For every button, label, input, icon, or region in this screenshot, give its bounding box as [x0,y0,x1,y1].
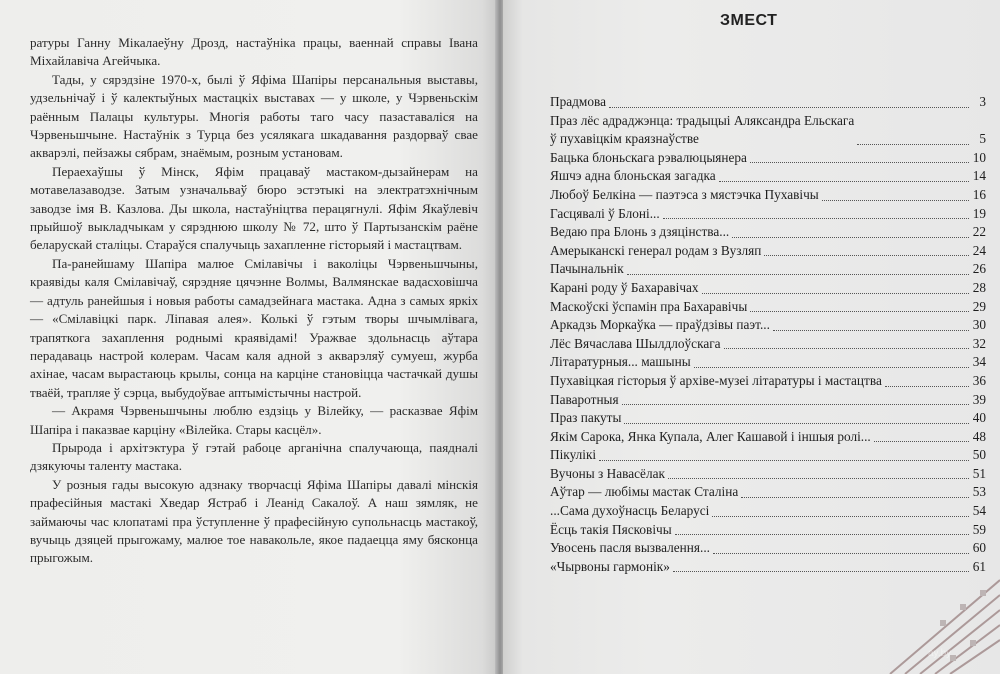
toc-entry [550,428,986,447]
toc-entry [550,242,986,261]
toc-entry-title: Вучоны з Навасёлак [550,465,665,481]
left-page [0,0,497,674]
toc-entry-title: Пачынальнік [550,261,624,277]
toc-entry [550,446,986,465]
toc-entry-title: Увосень пасля вызвалення... [550,540,710,556]
toc-leader-dots [719,181,969,182]
toc-entry [550,316,986,335]
toc-entry-title: Якім Сарока, Янка Купала, Алег Кашавой і іншыя ролі... [550,428,871,444]
toc-leader-dots [712,516,969,517]
toc-entry-title: Любоў Белкіна — паэтэса з мястэчка Пухавічы [550,186,819,202]
body-paragraph: Прырода і архітэктура ў гэтай рабоце арганічна спалучающа, паядналі дзякуючы таленту мастака. [30,439,478,474]
toc-page-number: 61 [972,558,986,574]
toc-leader-dots [822,200,969,201]
toc-page-number: 40 [972,410,986,426]
toc-entry-title: Ёсць такія Пясковічы [550,521,672,537]
toc-entry [550,93,986,112]
toc-page-number: 30 [972,317,986,333]
body-paragraph: Пераехаўшы ў Мінск, Яфім працаваў мастаком-дызайнерам на мотавелазаводзе. Затым узначальваў бюро эстэтыкі на электратэхнічным заводзе імя В. Казлова. Ды школа, настаўніцтва перацягнулі. Яфім Якаўлевіч прыйшоў выкладчыкам у сярэднюю школу № 72, што ў Партызанскім раёне беларускай сталіцы. Стараўся спалучыць захапленне гісторыяй і мастацтвам. [30,163,478,253]
toc-page-number: 29 [972,298,986,314]
toc-entry [550,298,986,317]
toc-entry-title: Праз пакуты [550,410,622,426]
toc-entry-title: Амерыканскі генерал родам з Вузляп [550,242,762,258]
toc-page-number: 22 [972,224,986,240]
toc-entry-title-block [550,112,854,149]
toc-leader-dots [622,404,969,405]
toc-page-number: 53 [972,484,986,500]
toc-entry-title: Маскоўскі ўспамін пра Бахаравічы [550,298,748,314]
toc-leader-dots [694,367,969,368]
toc-entry-title: Прадмова [550,94,606,109]
toc-title: ЗМЕСТ [720,12,778,29]
toc-entry-title: Аркадзь Моркаўка — праўдзівы паэт... [550,317,770,333]
toc-page-number: 32 [972,335,986,351]
toc-entry-title: Паваротныя [550,391,619,407]
toc-entry-title: Праз лёс адраджэнца: традыцыі Аляксандра Ельскага [550,112,855,128]
toc-leader-dots [663,218,969,219]
toc-page-number: 34 [972,354,986,370]
toc-leader-dots [885,386,969,387]
toc-entry [550,372,986,391]
toc-entry-title: Карані роду ў Бахаравічах [550,279,699,295]
toc-entry [550,186,986,205]
body-paragraph: Тады, у сярэдзіне 1970-х, былі ў Яфіма Шапіры персанальныя выставы, удзельнічаў і ў калектыўных мастацкіх выставах — у школе, у Чэрвеньскім раённым Палацы культуры. Многія работы таго часу пазаставаліся на Чэрвеньшчыне. Настаўнік з Турца без усялякага шкадавання раздорваў свае акварэлі, пейзажы сябрам, знаёмым, розным установам. [30,71,478,161]
toc-entry [550,167,986,186]
toc-page-number: 26 [972,261,986,277]
toc-page-number: 36 [972,372,986,388]
toc-entry [550,279,986,298]
watermark-text: ay.by [928,648,952,659]
toc-leader-dots [750,311,969,312]
body-paragraph: ратуры Ганну Мікалаеўну Дрозд, настаўніка працы, ваеннай справы Івана Міхайлавіча Агейчыка. [30,35,478,69]
toc-leader-dots [857,144,969,145]
toc-entry [550,353,986,372]
toc-leader-dots [874,441,969,442]
toc-entry-title: Пухавіцкая гісторыя ў архіве-музеі літаратуры і мастацтва [550,372,882,388]
toc-entry-title: Лёс Вячаслава Шылдлоўскага [550,335,721,351]
toc-entry [550,539,986,558]
toc-leader-dots [702,293,969,294]
toc-entry [550,483,986,502]
body-paragraph: — Акрамя Чэрвеньшчыны люблю ездзіць у Вілейку, — расказвае Яфім Шапіра і паказвае карціну «Вілейка. Стары касцёл». [30,403,478,437]
toc-entry-title: Пікулікі [550,447,597,463]
toc-page-number: 60 [972,540,986,556]
toc-entry-title: Аўтар — любімы мастак Сталіна [550,484,739,500]
toc-leader-dots [675,534,969,535]
toc-entry [550,502,986,521]
toc-page-number: 48 [972,428,986,444]
toc-page-number: 24 [972,242,986,258]
toc-leader-dots [764,255,969,256]
toc-page-number: 50 [972,447,986,463]
toc-leader-dots [627,274,969,275]
toc-entry [550,335,986,354]
toc-leader-dots [624,423,969,424]
toc-entry [550,465,986,484]
toc-entry-title: Гасцявалі ў Блоні... [550,205,660,221]
toc-leader-dots [741,497,969,498]
body-paragraph: У розныя гады высокую адзнаку творчасці Яфіма Шапіры давалі мінскія прафесійныя мастакі Хведар Ястраб і Леанід Сакалоў. А наш зямляк, не займаючы час клопатамі пра ўступленне ў прафесійную супольнасць мастакоў, вучыць дзяцей прыгожаму, малюе тое навакольле, якое падаецца яму бясконца прыгожым. [30,476,478,566]
toc-page-number: 54 [972,503,986,519]
toc-leader-dots [750,162,969,163]
toc-entry-title: Бацька блоньскага рэвалюцыянера [550,149,747,165]
toc-entry [550,223,986,242]
toc-page-number: 51 [972,465,986,481]
toc-entry [550,391,986,410]
toc-page-number: 14 [972,168,986,184]
toc-entry [550,205,986,224]
toc-leader-dots [732,237,969,238]
toc-page-number: 5 [979,131,986,147]
toc-leader-dots [609,107,969,108]
toc-leader-dots [773,330,969,331]
toc-entry-title: Літаратурныя... машыны [550,354,691,370]
body-text [30,34,478,568]
toc-entry-title: Яшчэ адна блоньская загадка [550,168,716,184]
toc-page-number: 10 [972,149,986,165]
toc-entry-title: Ведаю пра Блонь з дзяцінства... [550,224,730,240]
toc-entry [550,521,986,540]
toc-page-number: 59 [972,521,986,537]
table-of-contents [550,93,986,576]
toc-leader-dots [599,460,969,461]
toc-page-number: 19 [972,205,986,221]
toc-entry [550,112,986,149]
toc-leader-dots [713,553,969,554]
toc-leader-dots [724,348,969,349]
toc-page-number: 28 [972,279,986,295]
toc-entry [550,260,986,279]
toc-leader-dots [668,478,969,479]
toc-entry-title: «Чырвоны гармонік» [550,558,670,574]
toc-entry-title: ...Сама духоўнасць Беларусі [550,503,710,519]
toc-entry [550,149,986,168]
toc-page-number: 3 [979,94,986,109]
body-paragraph: Па-ранейшаму Шапіра малюе Смілавічы і ваколіцы Чэрвеньшчыны, краявіды каля Смілавічаў, сярэдняе цячэнне Волмы, Валмянскае вадасховішча — адтуль ранейшыя і новыя работы самадзейнага мастака. Адна з самых яркіх — «Смілавіцкі парк. Ліпавая алея». Колькі ў гэтым творы шчымлівага, трапяткога захаплення роднымі краявідамі! Уражвае здольнасць аўтара перадаваць настрой колерам. Часам каля адной з акварэляў сумуеш, журба ахінае, часам вырастаюць крылы, сонца на карціне становіцца частачкай душы тваёй, трапляе ў сэрца, выбудоўвае аптымістычны настрой. [30,255,478,400]
toc-entry [550,409,986,428]
toc-entry-title-continued: ў пухавіцкім краязнаўстве [550,131,699,147]
toc-page-number: 39 [972,391,986,407]
toc-page-number: 16 [972,186,986,202]
